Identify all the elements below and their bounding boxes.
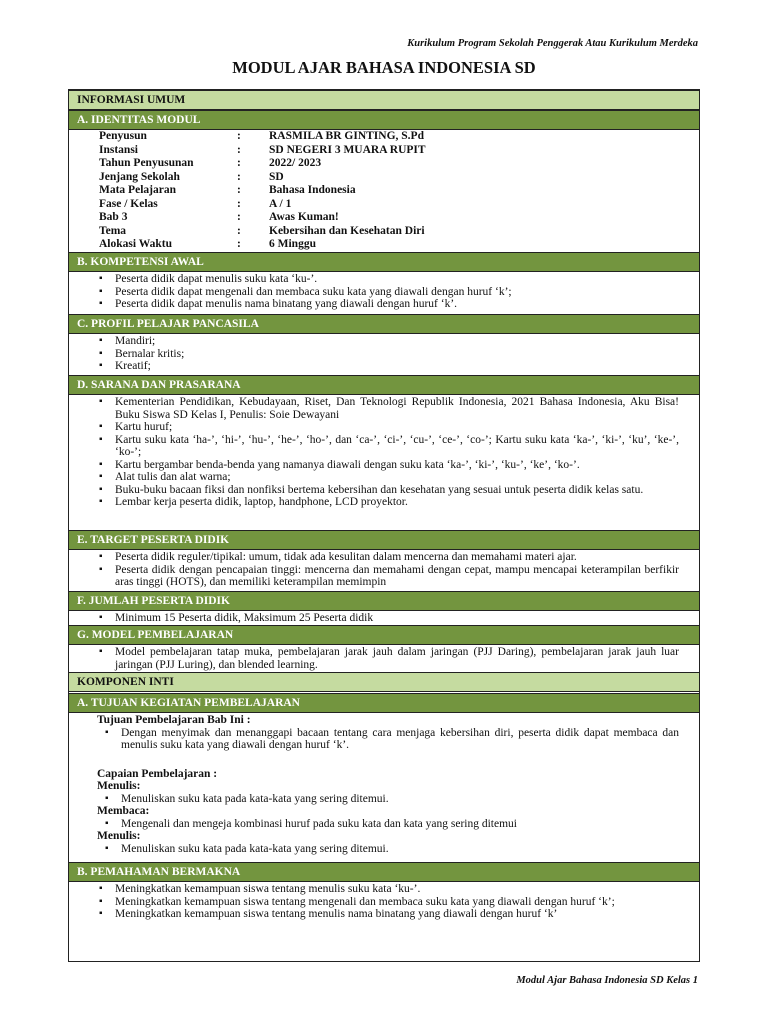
menulis-label: Menulis: bbox=[97, 830, 141, 842]
list-item: ▪ Peserta didik reguler/tipikal: umum, tidak ada kesulitan dalam mencerna dan memahami materi ajar. bbox=[115, 551, 679, 564]
pemahaman-list bbox=[69, 883, 699, 921]
section-pemahaman-bermakna: B. PEMAHAMAN BERMAKNA bbox=[69, 862, 699, 882]
section-sarana-prasarana: D. SARANA DAN PRASARANA bbox=[69, 375, 699, 395]
section-kompetensi-awal: B. KOMPETENSI AWAL bbox=[69, 252, 699, 272]
list-item: ▪ Peserta didik dapat menulis nama binatang yang diawali dengan huruf ‘k’. bbox=[115, 298, 679, 311]
identitas-table bbox=[69, 130, 699, 252]
identitas-row: Fase / Kelas : A / 1 bbox=[99, 197, 292, 210]
model-list bbox=[69, 646, 699, 671]
section-tujuan-kegiatan: A. TUJUAN KEGIATAN PEMBELAJARAN bbox=[69, 693, 699, 713]
list-item: ▪ Menuliskan suku kata pada kata-kata yang sering ditemui. bbox=[121, 843, 679, 856]
list-item: ▪ Mandiri; bbox=[115, 335, 679, 348]
list-item: ▪ Meningkatkan kemampuan siswa tentang menulis nama binatang yang diawali dengan huruf ‘k’ bbox=[115, 908, 679, 921]
list-item: ▪ Kartu suku kata ‘ha-’, ‘hi-’, ‘hu-’, ‘he-’, ‘ho-’, dan ‘ca-’, ‘ci-’, ‘cu-’, ‘ce-’, ‘co-’; Kartu suku kata ‘ka-’, ‘ki-’, ‘ku’, ‘ke-’, ‘ko-’; bbox=[115, 434, 679, 459]
section-identitas-modul: A. IDENTITAS MODUL bbox=[69, 110, 699, 130]
identitas-row: Jenjang Sekolah : SD bbox=[99, 170, 284, 183]
kompetensi-awal-list bbox=[69, 273, 699, 311]
section-profil-pelajar: C. PROFIL PELAJAR PANCASILA bbox=[69, 314, 699, 334]
list-item: ▪ Minimum 15 Peserta didik, Maksimum 25 Peserta didik bbox=[115, 612, 679, 625]
module-frame bbox=[68, 89, 700, 962]
profil-list bbox=[69, 335, 699, 373]
section-model-pembelajaran: G. MODEL PEMBELAJARAN bbox=[69, 625, 699, 645]
list-item: ▪ Meningkatkan kemampuan siswa tentang menulis suku kata ‘ku-’. bbox=[115, 883, 679, 896]
list-item: ▪ Menuliskan suku kata pada kata-kata yang sering ditemui. bbox=[121, 793, 679, 806]
list-item: ▪ Kartu bergambar benda-benda yang namanya diawali dengan suku kata ‘ka-’, ‘ki-’, ‘ku-’, ‘ke’, ‘ko-’. bbox=[115, 459, 679, 472]
identitas-row: Mata Pelajaran : Bahasa Indonesia bbox=[99, 184, 356, 196]
identitas-row: Instansi : SD NEGERI 3 MUARA RUPIT bbox=[99, 143, 426, 156]
list-item: ▪ Bernalar kritis; bbox=[115, 348, 679, 361]
tujuan-subtitle: Tujuan Pembelajaran Bab Ini : bbox=[97, 714, 251, 726]
list-item: ▪ Buku-buku bacaan fiksi dan nonfiksi bertema kebersihan dan kesehatan yang sesuai untuk peserta didik kelas satu. bbox=[115, 484, 679, 497]
list-item: ▪ Kreatif; bbox=[115, 360, 679, 373]
section-informasi-umum: INFORMASI UMUM bbox=[69, 90, 699, 110]
identitas-row: Penyusun : RASMILA BR GINTING, S.Pd bbox=[99, 130, 424, 142]
list-item: ▪ Meningkatkan kemampuan siswa tentang mengenali dan membaca suku kata yang diawali dengan huruf ‘k’; bbox=[115, 896, 679, 909]
tujuan-content bbox=[69, 714, 699, 855]
list-item: ▪ Alat tulis dan alat warna; bbox=[115, 471, 679, 484]
list-item: ▪ Kartu huruf; bbox=[115, 421, 679, 434]
list-item: ▪ Model pembelajaran tatap muka, pembelajaran jarak jauh dalam jaringan (PJJ Daring), pembelajaran jarak jauh luar jaringan (PJJ Luring), dan blended learning. bbox=[115, 646, 679, 671]
identitas-row: Bab 3 : Awas Kuman! bbox=[99, 211, 339, 223]
header-note: Kurikulum Program Sekolah Penggerak Atau Kurikulum Merdeka bbox=[407, 38, 698, 49]
list-item: ▪ Peserta didik dengan pencapaian tinggi: mencerna dan memahami dengan cepat, mampu mencapai keterampilan berfikir aras tinggi (HOTS), dan memiliki keterampilan memimpin bbox=[115, 564, 679, 589]
identitas-row: Alokasi Waktu : 6 Minggu bbox=[99, 238, 316, 250]
list-item: ▪ Peserta didik dapat menulis suku kata ‘ku-’. bbox=[115, 273, 679, 286]
section-komponen-inti: KOMPONEN INTI bbox=[69, 672, 699, 692]
section-jumlah-peserta: F. JUMLAH PESERTA DIDIK bbox=[69, 591, 699, 611]
list-item: ▪ Mengenali dan mengeja kombinasi huruf pada suku kata dan kata yang sering ditemui bbox=[121, 818, 679, 831]
list-item: ▪ Dengan menyimak dan menanggapi bacaan tentang cara menjaga kebersihan diri, peserta didik dapat membaca dan menulis suku kata yang diawali dengan huruf ‘k’. bbox=[121, 727, 679, 752]
sarana-list bbox=[69, 396, 699, 509]
document-title: MODUL AJAR BAHASA INDONESIA SD bbox=[232, 58, 536, 77]
menulis-label: Menulis: bbox=[97, 780, 141, 792]
identitas-row: Tema : Kebersihan dan Kesehatan Diri bbox=[99, 224, 425, 237]
list-item: ▪ Peserta didik dapat mengenali dan membaca suku kata yang diawali dengan huruf ‘k’; bbox=[115, 286, 679, 299]
jumlah-list bbox=[69, 612, 699, 625]
list-item: ▪ Lembar kerja peserta didik, laptop, handphone, LCD proyektor. bbox=[115, 496, 679, 509]
footer-note: Modul Ajar Bahasa Indonesia SD Kelas 1 bbox=[516, 975, 698, 986]
membaca-label: Membaca: bbox=[97, 805, 150, 817]
identitas-row: Tahun Penyusunan : 2022/ 2023 bbox=[99, 157, 322, 169]
target-list bbox=[69, 551, 699, 589]
list-item: ▪ Kementerian Pendidikan, Kebudayaan, Riset, Dan Teknologi Republik Indonesia, 2021 Bahasa Indonesia, Aku Bisa! Buku Siswa SD Kelas I, Penulis: Soie Dewayani bbox=[115, 396, 679, 421]
capaian-title: Capaian Pembelajaran : bbox=[97, 767, 218, 780]
section-target-peserta: E. TARGET PESERTA DIDIK bbox=[69, 530, 699, 550]
